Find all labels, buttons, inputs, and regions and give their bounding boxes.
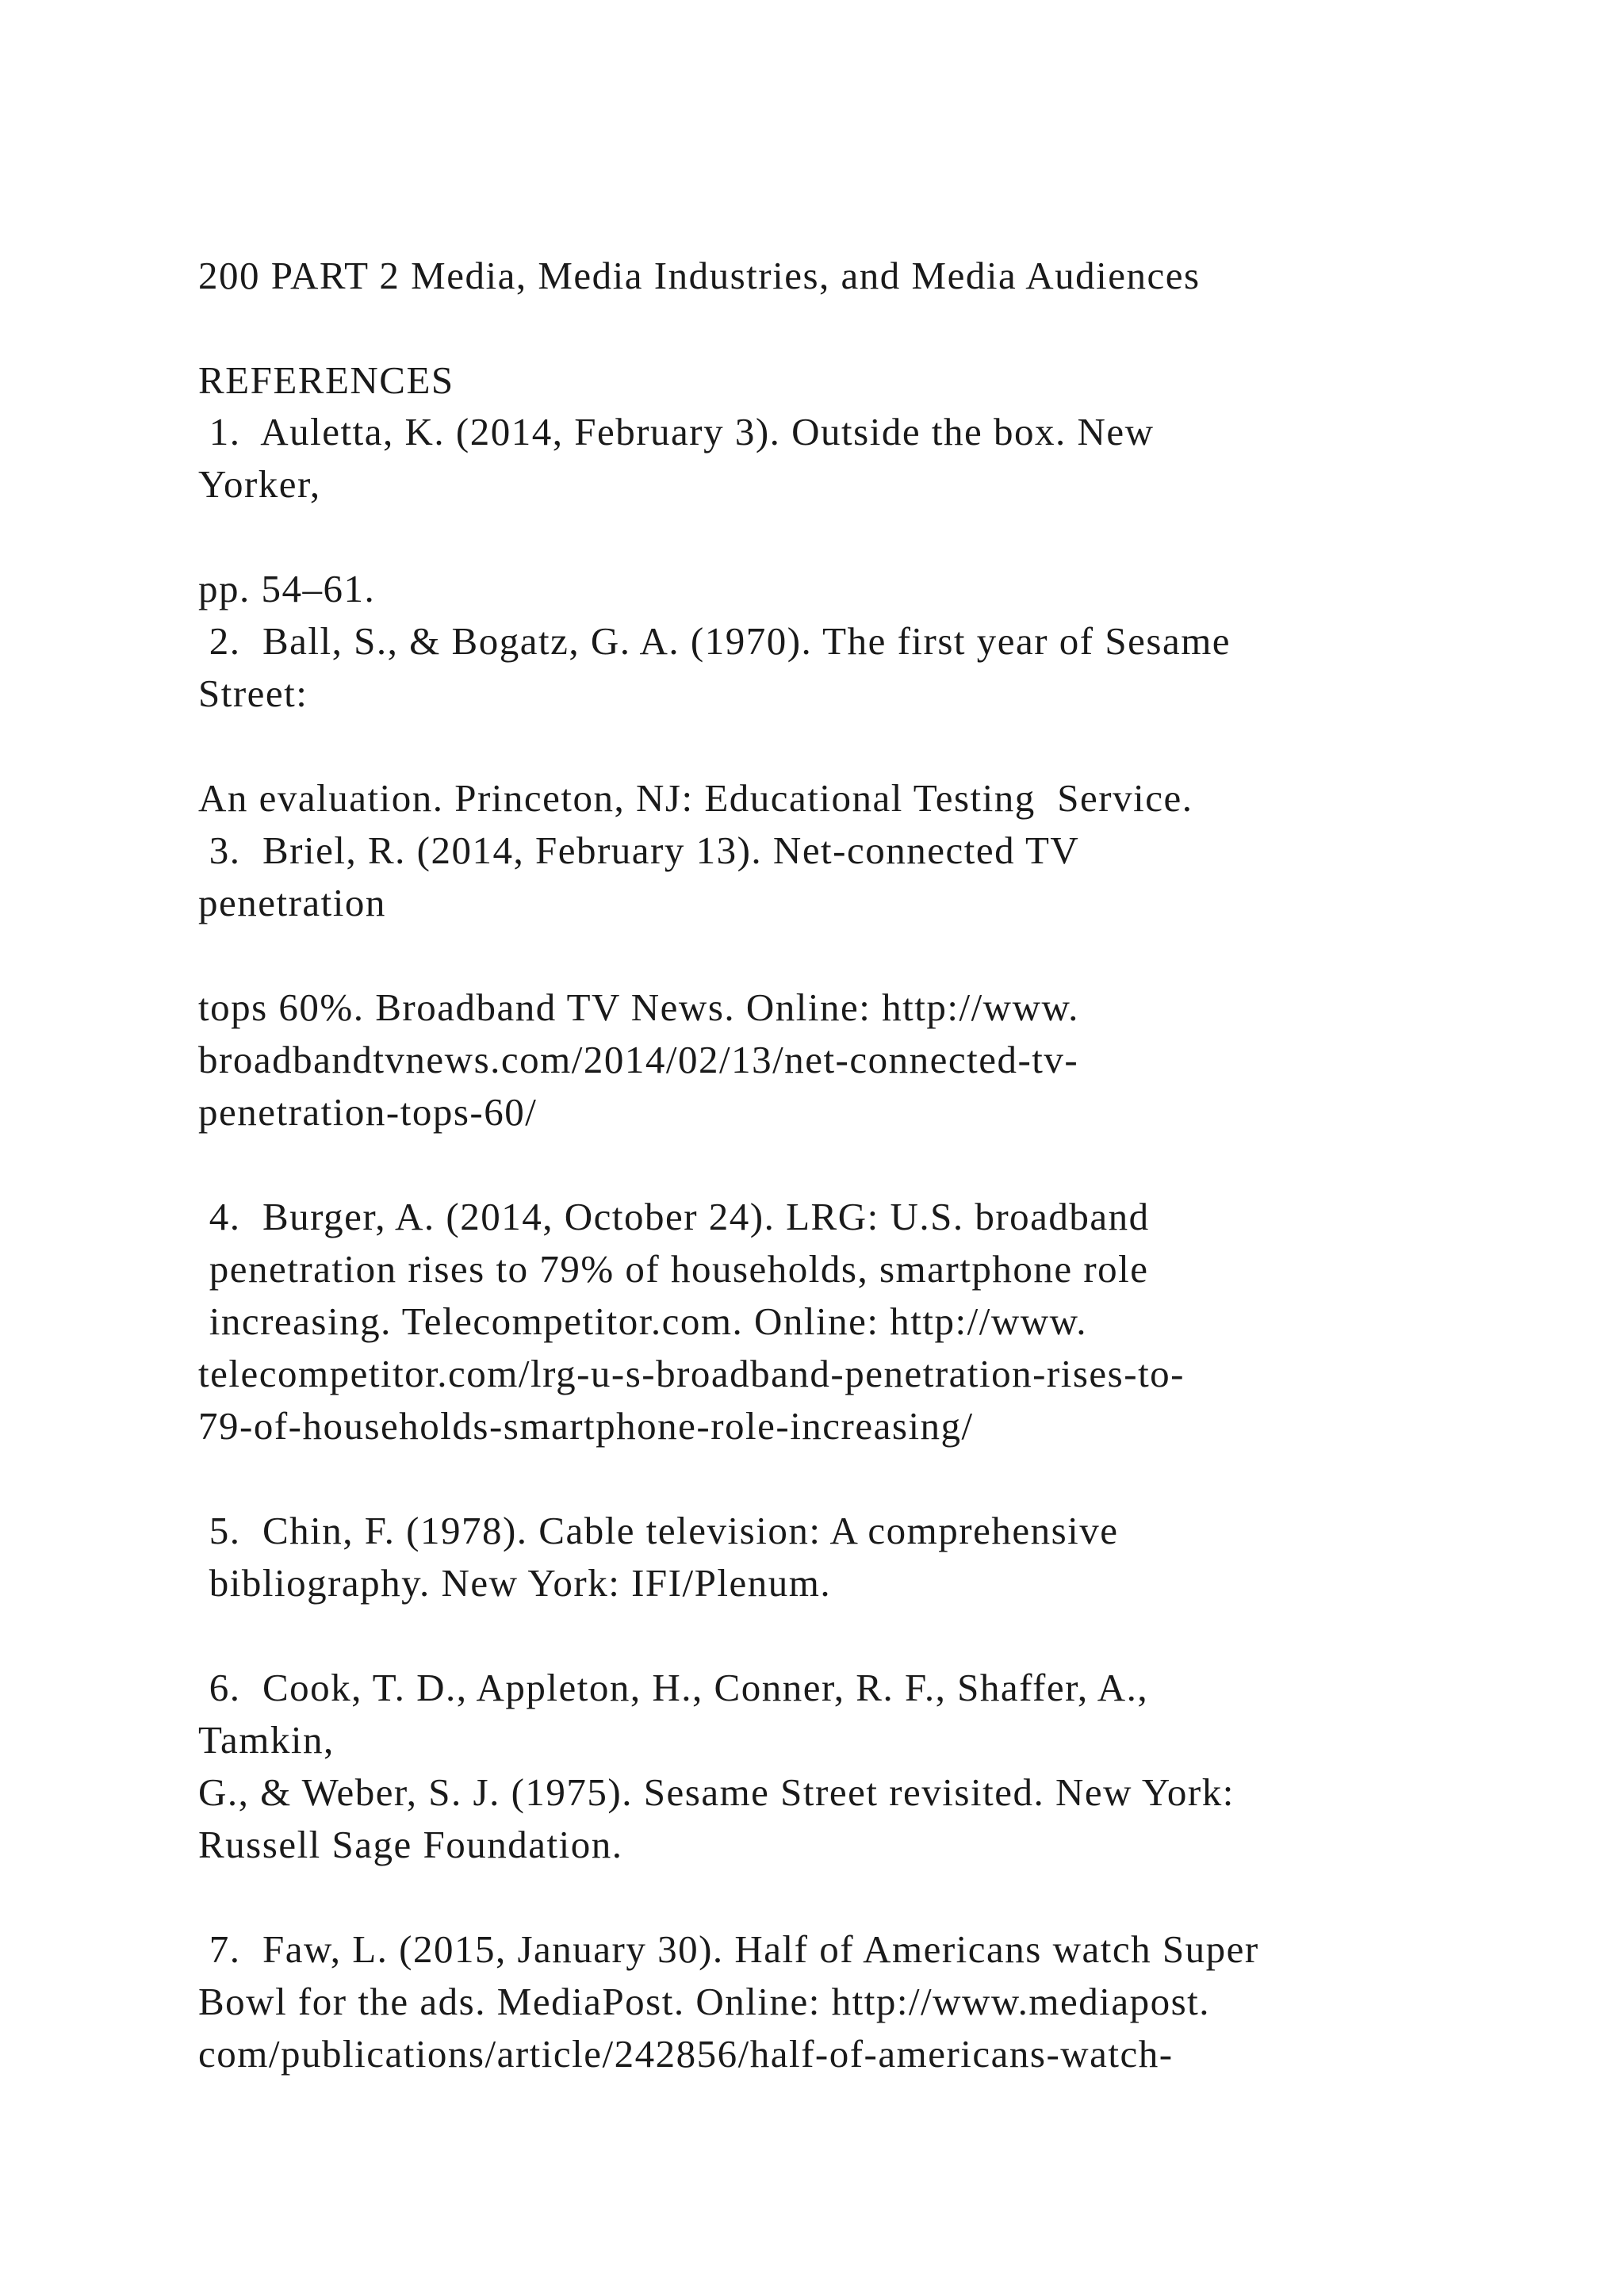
reference-line: 4. Burger, A. (2014, October 24). LRG: U.S. broadband <box>198 1195 1150 1238</box>
reference-line: 6. Cook, T. D., Appleton, H., Conner, R. F., Shaffer, A., <box>198 1666 1149 1709</box>
reference-line: 3. Briel, R. (2014, February 13). Net-connected TV <box>198 828 1080 872</box>
reference-line: pp. 54–61. <box>198 567 376 610</box>
reference-line: com/publications/article/242856/half-of-americans-watch- <box>198 2032 1174 2076</box>
reference-line: An evaluation. Princeton, NJ: Educational Testing Service. <box>198 776 1193 820</box>
reference-line: bibliography. New York: IFI/Plenum. <box>198 1561 832 1605</box>
reference-line: tops 60%. Broadband TV News. Online: http://www. <box>198 985 1079 1029</box>
reference-line: increasing. Telecompetitor.com. Online: http://www. <box>198 1299 1088 1343</box>
reference-line: 79-of-households-smartphone-role-increasing/ <box>198 1404 974 1448</box>
reference-line: 2. Ball, S., & Bogatz, G. A. (1970). The first year of Sesame <box>198 619 1231 663</box>
reference-line: Yorker, <box>198 462 321 506</box>
reference-line: Street: <box>198 672 308 715</box>
reference-line: penetration <box>198 881 386 924</box>
reference-line: 7. Faw, L. (2015, January 30). Half of Americans watch Super <box>198 1927 1259 1971</box>
reference-line: 1. Auletta, K. (2014, February 3). Outside the box. New <box>198 410 1155 453</box>
reference-line: penetration rises to 79% of households, smartphone role <box>198 1247 1149 1291</box>
reference-line: Tamkin, <box>198 1718 335 1762</box>
reference-line: Russell Sage Foundation. <box>198 1823 623 1866</box>
section-title: REFERENCES <box>198 358 454 402</box>
reference-line: 5. Chin, F. (1978). Cable television: A comprehensive <box>198 1509 1119 1552</box>
reference-line: G., & Weber, S. J. (1975). Sesame Street revisited. New York: <box>198 1770 1235 1814</box>
reference-line: Bowl for the ads. MediaPost. Online: http://www.mediapost. <box>198 1980 1211 2023</box>
reference-line: broadbandtvnews.com/2014/02/13/net-connected-tv- <box>198 1038 1079 1081</box>
reference-line: penetration-tops-60/ <box>198 1090 538 1134</box>
page-header: 200 PART 2 Media, Media Industries, and Media Audiences <box>198 254 1201 297</box>
reference-line: telecompetitor.com/lrg-u-s-broadband-penetration-rises-to- <box>198 1352 1185 1395</box>
